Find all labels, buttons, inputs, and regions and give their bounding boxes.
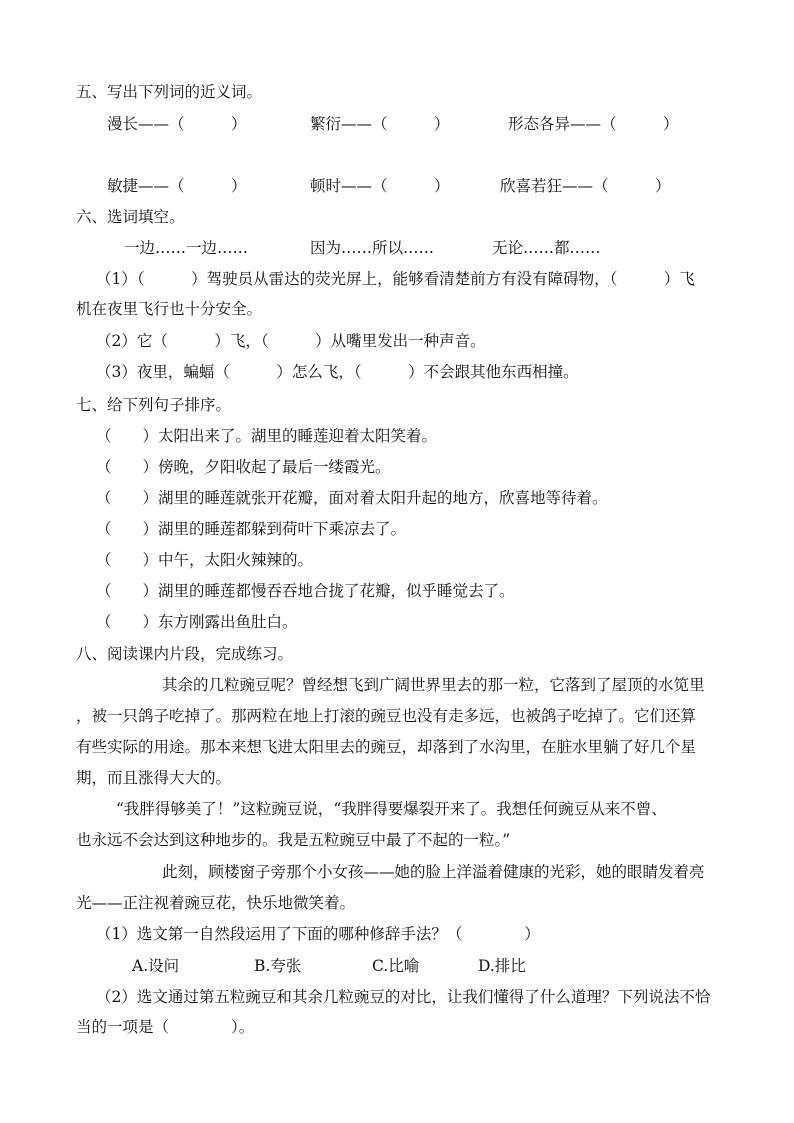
passage-line: 其余的几粒豌豆呢？曾经想飞到广阔世界里去的那一粒，它落到了屋顶的水笕里	[162, 676, 705, 694]
question-2: （2）它（ ）飞，（ ）从嘴里发出一种声音。	[96, 332, 486, 350]
word-choice: 无论……都……	[492, 239, 601, 257]
section-6-title: 六、选词填空。	[76, 208, 185, 226]
section-5-title: 五、写出下列词的近义词。	[76, 83, 263, 101]
passage-line: 期，而且涨得大大的。	[76, 769, 232, 787]
option-c: C.比喻	[372, 957, 420, 975]
section-8-title: 八、阅读课内片段，完成练习。	[76, 645, 294, 663]
ordering-item: （ ）太阳出来了。湖里的睡莲迎着太阳笑着。	[96, 427, 438, 445]
question-1-line-2: 机在夜里飞行也十分安全。	[76, 300, 263, 318]
word-choice: 因为……所以……	[310, 239, 435, 257]
word-choice: 一边……一边……	[124, 239, 249, 257]
ordering-item: （ ）东方刚露出鱼肚白。	[96, 613, 298, 631]
question-3: （3）夜里，蝙蝠（ ）怎么飞，（ ）不会跟其他东西相撞。	[96, 363, 579, 381]
option-a: A.设问	[132, 957, 180, 975]
synonym-item: 敏捷——（ ）	[107, 177, 247, 195]
passage-line: 此刻，顾楼窗子旁那个小女孩——她的脸上洋溢着健康的光彩，她的眼睛发着亮	[162, 863, 705, 881]
ordering-item: （ ）傍晚，夕阳收起了最后一缕霞光。	[96, 458, 391, 476]
ordering-item: （ ）湖里的睡莲都躲到荷叶下乘凉去了。	[96, 520, 407, 538]
synonym-item: 形态各异——（ ）	[508, 115, 679, 133]
section-7-title: 七、给下列句子排序。	[76, 396, 232, 414]
ordering-item: （ ）中午，太阳火辣辣的。	[96, 551, 314, 569]
passage-line: 光——正注视着豌豆花，快乐地微笑着。	[76, 894, 356, 912]
question-1-line-1: （1）（ ）驾驶员从雷达的荧光屏上，能够看清楚前方有没有障碍物，（ ）飞	[96, 270, 695, 288]
reading-question-2-line-2: 当的一项是（ ）。	[76, 1018, 255, 1036]
synonym-item: 繁衍——（ ）	[310, 115, 450, 133]
passage-line: 有些实际的用途。那本来想飞进太阳里去的豌豆，却落到了水沟里，在脏水里躺了好几个星	[76, 738, 697, 756]
synonym-item: 漫长——（ ）	[107, 115, 247, 133]
reading-question-1: （1）选文第一自然段运用了下面的哪种修辞手法？（ ）	[96, 925, 540, 943]
synonym-item: 欣喜若狂——（ ）	[500, 177, 671, 195]
option-b: B.夸张	[254, 957, 302, 975]
passage-line: ，被一只鸽子吃掉了。那两粒在地上打滚的豌豆也没有走多远，也被鸽子吃掉了。它们还算	[76, 707, 697, 725]
reading-question-2-line-1: （2）选文通过第五粒豌豆和其余几粒豌豆的对比，让我们懂得了什么道理？下列说法不恰	[96, 988, 711, 1006]
passage-line: 也永远不会达到这种地步的。我是五粒豌豆中最了不起的一粒。”	[76, 831, 511, 849]
synonym-item: 顿时——（ ）	[310, 177, 450, 195]
ordering-item: （ ）湖里的睡莲就张开花瓣，面对着太阳升起的地方，欣喜地等待着。	[96, 489, 608, 507]
ordering-item: （ ）湖里的睡莲都慢吞吞地合拢了花瓣，似乎睡觉去了。	[96, 582, 515, 600]
passage-line: “我胖得够美了！”这粒豌豆说，“我胖得要爆裂开来了。我想任何豌豆从来不曾、	[116, 800, 667, 818]
option-d: D.排比	[478, 957, 526, 975]
